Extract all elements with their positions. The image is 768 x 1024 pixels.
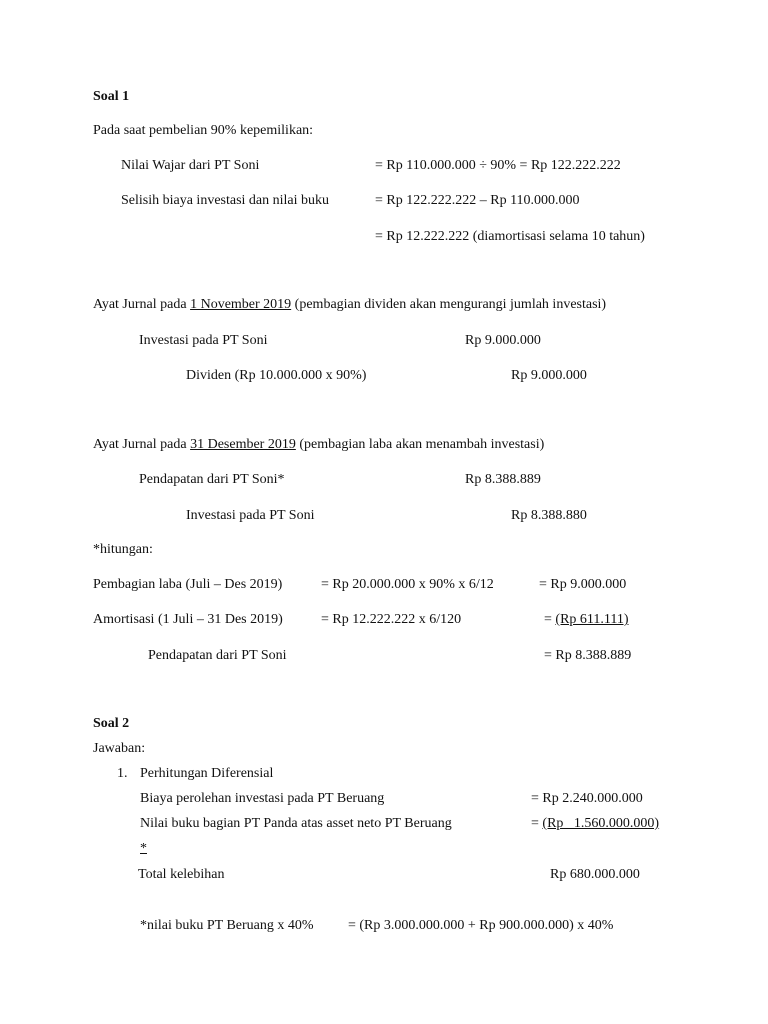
nilai-buku-value: (Rp 1.560.000.000)	[542, 816, 660, 831]
hitungan-row2-label: Amortisasi (1 Juli – 31 Des 2019)	[93, 612, 283, 627]
jurnal2-debit-value: Rp 8.388.889	[465, 472, 541, 487]
total-value: Rp 680.000.000	[550, 867, 640, 882]
jurnal1-debit-label: Investasi pada PT Soni	[139, 333, 268, 348]
jurnal1-suffix: (pembagian dividen akan mengurangi jumlah investasi)	[291, 297, 607, 312]
soal2-item1-number: 1.	[117, 766, 128, 781]
note-value: = (Rp 3.000.000.000 + Rp 900.000.000) x 40%	[348, 918, 614, 933]
jurnal1-credit-label: Dividen (Rp 10.000.000 x 90%)	[186, 368, 367, 383]
soal2-item1-title: Perhitungan Diferensial	[140, 766, 274, 781]
hitungan-row1-formula: = Rp 20.000.000 x 90% x 6/12	[321, 577, 494, 592]
jurnal2-credit-label: Investasi pada PT Soni	[186, 508, 315, 523]
hitungan-row3-result: = Rp 8.388.889	[544, 648, 632, 663]
jurnal1-date: 1 November 2019	[190, 297, 292, 312]
asterisk-marker: *	[140, 841, 147, 856]
jurnal2-prefix: Ayat Jurnal pada	[93, 437, 191, 452]
selisih-value-2: = Rp 12.222.222 (diamortisasi selama 10 tahun)	[375, 229, 645, 244]
soal2-title: Soal 2	[93, 716, 130, 731]
soal2-jawaban: Jawaban:	[93, 741, 146, 756]
nilai-buku-label: Nilai buku bagian PT Panda atas asset neto PT Beruang	[140, 816, 452, 831]
selisih-label: Selisih biaya investasi dan nilai buku	[121, 193, 330, 208]
nilai-wajar-label: Nilai Wajar dari PT Soni	[121, 158, 260, 173]
hitungan-row3-label: Pendapatan dari PT Soni	[148, 648, 287, 663]
selisih-value-1: = Rp 122.222.222 – Rp 110.000.000	[375, 193, 580, 208]
jurnal1-credit-value: Rp 9.000.000	[511, 368, 587, 383]
nilai-buku-eq: =	[531, 816, 543, 831]
jurnal2-suffix: (pembagian laba akan menambah investasi)	[295, 437, 545, 452]
soal1-title: Soal 1	[93, 89, 130, 104]
note-label: *nilai buku PT Beruang x 40%	[140, 918, 314, 933]
jurnal2-debit-label: Pendapatan dari PT Soni*	[139, 472, 285, 487]
jurnal1-prefix: Ayat Jurnal pada	[93, 297, 191, 312]
soal1-intro: Pada saat pembelian 90% kepemilikan:	[93, 123, 314, 138]
hitungan-row2-formula: = Rp 12.222.222 x 6/120	[321, 612, 462, 627]
jurnal2-credit-value: Rp 8.388.880	[511, 508, 587, 523]
nilai-buku-value-wrap	[531, 816, 659, 832]
jurnal2-heading	[93, 437, 544, 453]
hitungan-row2-eq: =	[544, 612, 556, 627]
jurnal1-heading	[93, 297, 606, 313]
jurnal2-date: 31 Desember 2019	[190, 437, 296, 452]
hitungan-title: *hitungan:	[93, 542, 153, 557]
hitungan-row2-result: (Rp 611.111)	[555, 612, 629, 627]
hitungan-row1-label: Pembagian laba (Juli – Des 2019)	[93, 577, 283, 592]
hitungan-row2-result-wrap	[544, 612, 629, 628]
hitungan-row1-result: = Rp 9.000.000	[539, 577, 627, 592]
biaya-value: = Rp 2.240.000.000	[531, 791, 643, 806]
nilai-wajar-value: = Rp 110.000.000 ÷ 90% = Rp 122.222.222	[375, 158, 621, 173]
jurnal1-debit-value: Rp 9.000.000	[465, 333, 541, 348]
total-label: Total kelebihan	[138, 867, 225, 882]
biaya-label: Biaya perolehan investasi pada PT Beruang	[140, 791, 385, 806]
